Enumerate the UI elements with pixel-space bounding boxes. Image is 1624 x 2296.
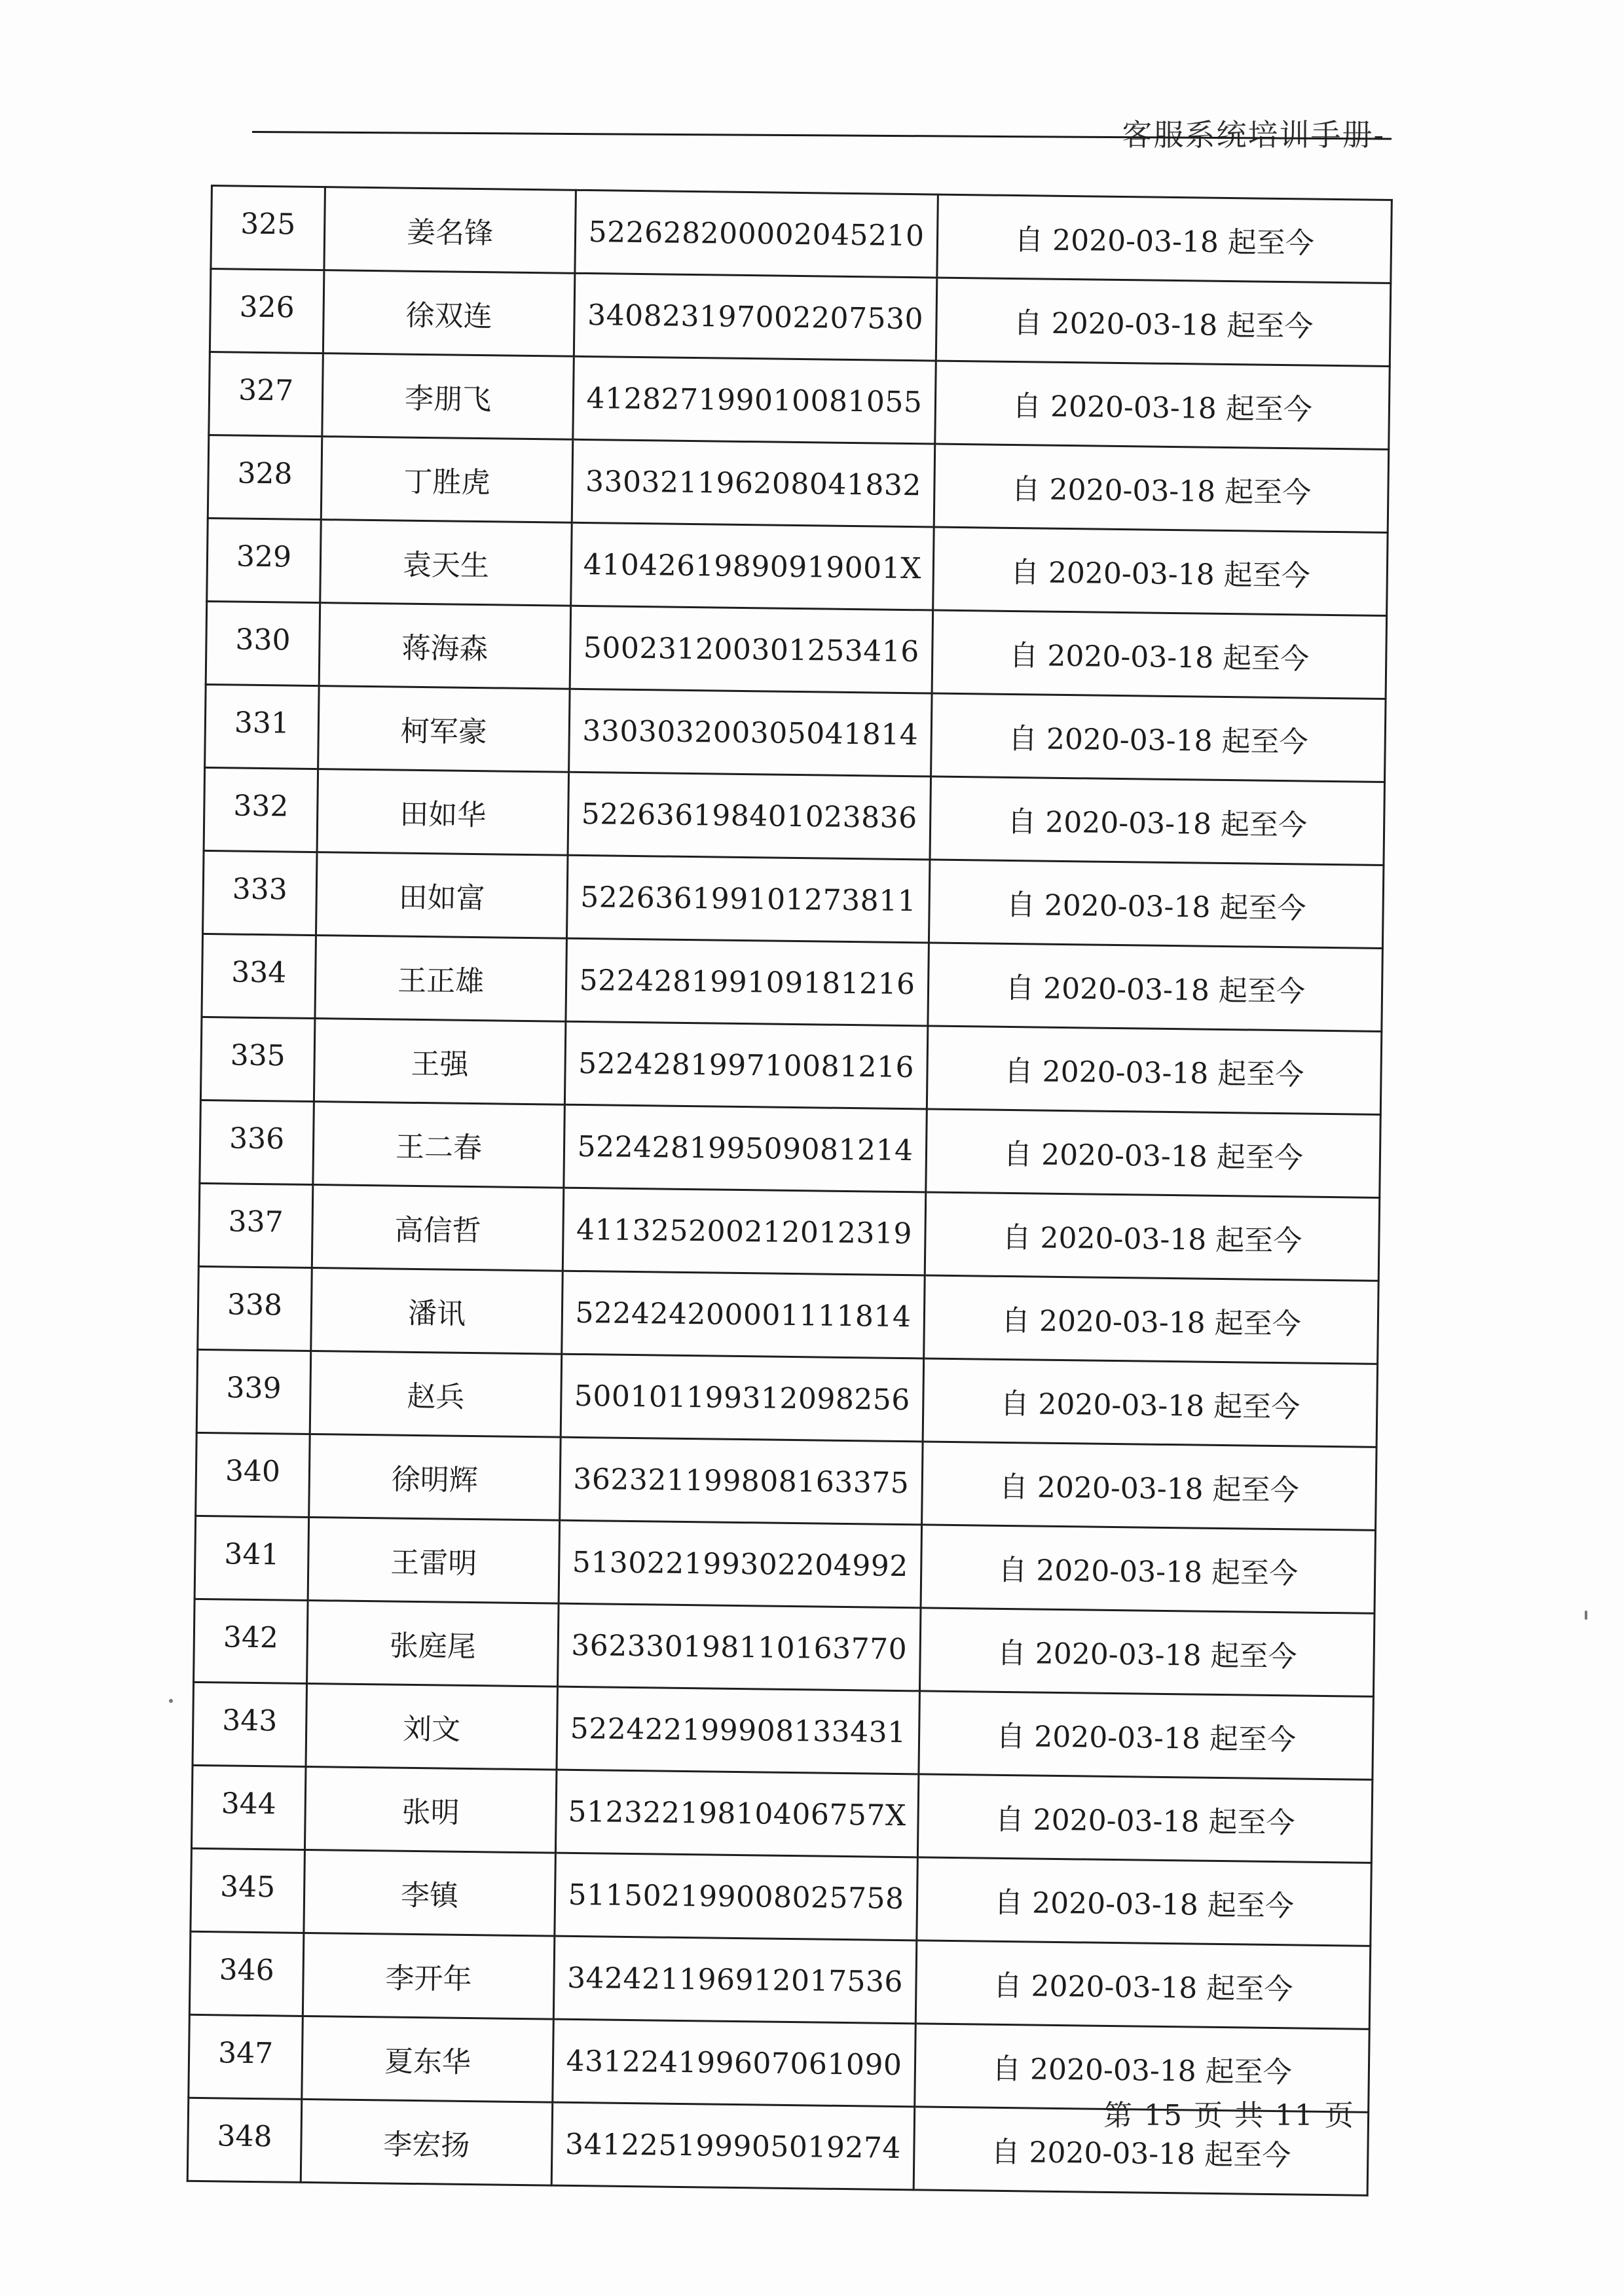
row-number-cell: 341	[194, 1516, 309, 1600]
row-number-cell: 332	[204, 767, 318, 852]
table-row	[198, 1266, 1378, 1364]
id-number-cell: 522428199710081216	[564, 1021, 928, 1109]
id-number-cell: 500231200301253416	[570, 606, 933, 693]
name-cell: 王雷明	[308, 1517, 560, 1603]
row-number-cell: 343	[193, 1682, 307, 1766]
period-cell: 自 2020-03-18 起至今	[915, 1941, 1370, 2029]
period-cell: 自 2020-03-18 起至今	[923, 1358, 1377, 1447]
name-cell: 张明	[304, 1766, 557, 1853]
period-cell: 自 2020-03-18 起至今	[922, 1442, 1376, 1530]
name-cell: 张庭尾	[307, 1600, 559, 1686]
roster-table-wrapper	[187, 185, 1383, 2196]
name-cell: 夏东华	[302, 2016, 554, 2102]
name-cell: 姜名锋	[324, 187, 576, 274]
row-number-cell: 344	[191, 1765, 306, 1850]
id-number-cell: 522628200002045210	[575, 190, 938, 278]
roster-table	[187, 185, 1393, 2196]
id-number-cell: 412827199010081055	[573, 356, 936, 444]
row-number-cell: 340	[196, 1432, 310, 1517]
table-row	[198, 1183, 1379, 1281]
table-row	[210, 269, 1390, 367]
period-cell: 自 2020-03-18 起至今	[935, 361, 1390, 449]
period-cell: 自 2020-03-18 起至今	[917, 1774, 1372, 1863]
name-cell: 高信哲	[312, 1185, 564, 1271]
table-row	[191, 1848, 1371, 1946]
id-number-cell: 342421196912017536	[553, 1936, 917, 2024]
table-row	[194, 1599, 1375, 1696]
id-number-cell: 362321199808163375	[560, 1437, 923, 1525]
name-cell: 徐双连	[323, 270, 575, 357]
id-number-cell: 522428199509081214	[564, 1104, 927, 1192]
table-row	[206, 601, 1386, 699]
table-row	[204, 767, 1384, 865]
id-number-cell: 51232219810406757X	[555, 1770, 919, 1857]
period-cell: 自 2020-03-18 起至今	[913, 2107, 1368, 2195]
row-number-cell: 338	[198, 1266, 312, 1351]
name-cell: 王二春	[313, 1102, 565, 1188]
id-number-cell: 511502199008025758	[555, 1853, 918, 1941]
period-cell: 自 2020-03-18 起至今	[934, 444, 1388, 532]
scan-speck	[1585, 1611, 1587, 1620]
row-number-cell: 327	[209, 352, 323, 436]
id-number-cell: 500101199312098256	[561, 1354, 924, 1442]
table-row	[200, 1017, 1381, 1114]
scan-speck	[169, 1699, 173, 1703]
table-row	[200, 1100, 1380, 1197]
row-number-cell: 333	[203, 850, 318, 935]
name-cell: 王强	[314, 1019, 566, 1105]
period-cell: 自 2020-03-18 起至今	[927, 1026, 1381, 1114]
row-number-cell: 339	[196, 1349, 311, 1434]
row-number-cell: 329	[207, 518, 322, 602]
row-number-cell: 337	[198, 1183, 313, 1267]
row-number-cell: 347	[189, 2014, 303, 2099]
period-cell: 自 2020-03-18 起至今	[917, 1857, 1371, 1946]
name-cell: 王正雄	[315, 936, 567, 1022]
table-row	[202, 934, 1382, 1031]
row-number-cell: 325	[211, 186, 325, 270]
period-cell: 自 2020-03-18 起至今	[932, 610, 1386, 699]
name-cell: 李宏扬	[301, 2099, 553, 2185]
period-cell: 自 2020-03-18 起至今	[924, 1275, 1378, 1364]
row-number-cell: 326	[210, 269, 324, 354]
header-title: 客服系统培训手册-	[1122, 117, 1385, 153]
id-number-cell: 513022199302204992	[559, 1520, 922, 1608]
period-cell: 自 2020-03-18 起至今	[919, 1608, 1374, 1696]
name-cell: 李镇	[304, 1850, 556, 1936]
name-cell: 刘文	[306, 1683, 558, 1770]
period-cell: 自 2020-03-18 起至今	[930, 776, 1384, 865]
id-number-cell: 340823197002207530	[574, 273, 937, 361]
page-footer: 第 15 页 共 11 页	[1103, 2099, 1355, 2132]
period-cell: 自 2020-03-18 起至今	[919, 1691, 1373, 1779]
table-row	[196, 1432, 1376, 1530]
row-number-cell: 334	[202, 934, 316, 1018]
period-cell: 自 2020-03-18 起至今	[933, 527, 1388, 615]
name-cell: 潘讯	[311, 1268, 563, 1355]
table-row	[196, 1349, 1377, 1447]
row-number-cell: 346	[189, 1931, 304, 2016]
period-cell: 自 2020-03-18 起至今	[926, 1109, 1381, 1197]
id-number-cell: 330303200305041814	[569, 689, 932, 776]
name-cell: 柯军豪	[318, 686, 570, 773]
row-number-cell: 345	[191, 1848, 305, 1933]
period-cell: 自 2020-03-18 起至今	[915, 2024, 1370, 2112]
table-row	[211, 186, 1392, 283]
table-row	[191, 1765, 1372, 1863]
table-row	[207, 518, 1388, 615]
period-cell: 自 2020-03-18 起至今	[931, 693, 1386, 782]
name-cell: 田如富	[316, 852, 568, 939]
table-row	[209, 352, 1390, 449]
name-cell: 蒋海森	[319, 603, 571, 689]
table-row	[208, 435, 1388, 532]
id-number-cell: 330321196208041832	[572, 439, 935, 527]
id-number-cell: 522636199101273811	[566, 855, 930, 943]
row-number-cell: 330	[206, 601, 320, 685]
row-number-cell: 331	[205, 684, 320, 769]
period-cell: 自 2020-03-18 起至今	[921, 1525, 1375, 1613]
id-number-cell: 522422199908133431	[557, 1686, 920, 1774]
table-row	[189, 1931, 1370, 2029]
period-cell: 自 2020-03-18 起至今	[925, 1192, 1379, 1281]
id-number-cell: 411325200212012319	[563, 1188, 926, 1275]
row-number-cell: 328	[208, 435, 322, 519]
name-cell: 李朋飞	[322, 354, 574, 440]
id-number-cell: 522424200001111814	[562, 1271, 925, 1358]
id-number-cell: 341225199905019274	[551, 2102, 915, 2190]
row-number-cell: 335	[200, 1017, 315, 1101]
period-cell: 自 2020-03-18 起至今	[936, 278, 1390, 366]
table-row	[193, 1682, 1373, 1779]
id-number-cell: 522636198401023836	[568, 772, 931, 860]
table-row	[203, 850, 1384, 948]
id-number-cell: 41042619890919001X	[571, 522, 934, 610]
table-row	[194, 1516, 1375, 1613]
name-cell: 徐明辉	[309, 1434, 561, 1520]
id-number-cell: 431224199607061090	[553, 2019, 916, 2107]
period-cell: 自 2020-03-18 起至今	[929, 860, 1383, 948]
row-number-cell: 348	[187, 2098, 302, 2182]
name-cell: 田如华	[317, 769, 569, 856]
table-row	[205, 684, 1386, 782]
roster-table-body	[187, 186, 1392, 2196]
row-number-cell: 342	[194, 1599, 308, 1683]
id-number-cell: 362330198110163770	[558, 1603, 921, 1691]
name-cell: 袁天生	[320, 520, 572, 606]
name-cell: 李开年	[303, 1933, 555, 2019]
row-number-cell: 336	[200, 1100, 314, 1184]
name-cell: 丁胜虎	[321, 437, 573, 523]
period-cell: 自 2020-03-18 起至今	[937, 194, 1392, 283]
name-cell: 赵兵	[310, 1351, 562, 1437]
period-cell: 自 2020-03-18 起至今	[928, 943, 1382, 1031]
id-number-cell: 522428199109181216	[566, 938, 929, 1026]
